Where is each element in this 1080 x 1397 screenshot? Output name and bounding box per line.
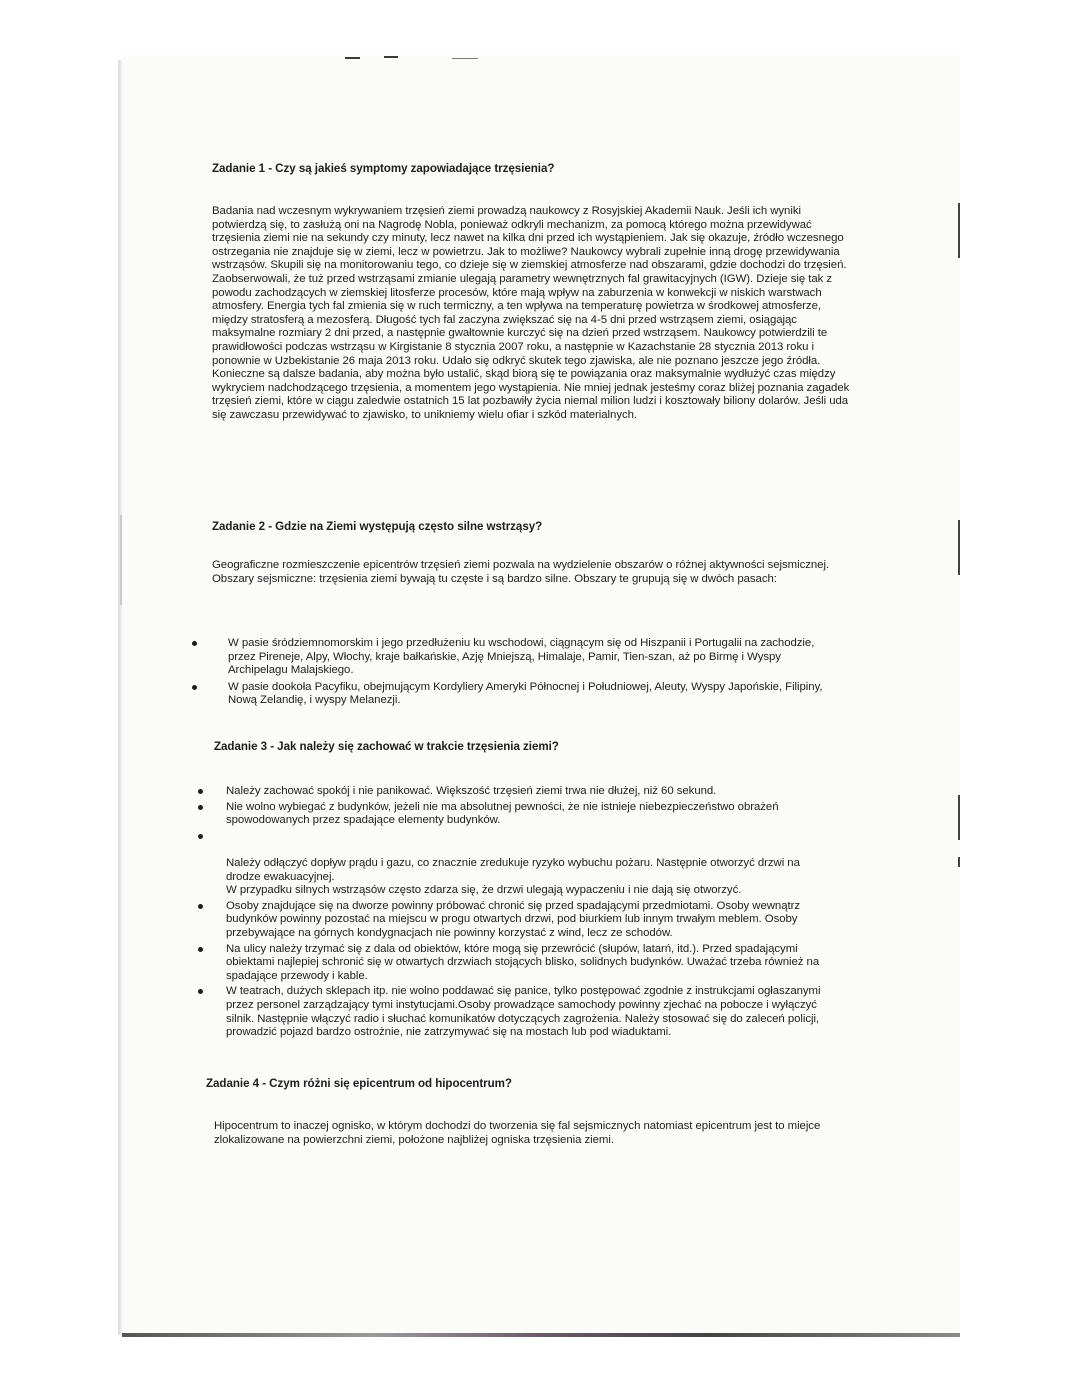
bullet-icon xyxy=(198,989,203,994)
list-item-text: Należy zachować spokój i nie panikować. Większość trzęsień ziemi trwa nie dłużej, niż 60 sekund. xyxy=(226,785,717,797)
list-item-text: Należy odłączyć dopływ prądu i gazu, co znacznie zredukuje ryzyko wybuchu pożaru. Następnie otworzyć drzwi na drodze ewakuacyjnej. W przypadku silnych wstrząsów często zdarza się, że drzwi ulegają wypaczeniu i nie dają się otworzyć. xyxy=(226,856,800,897)
section-2-heading: Zadanie 2 - Gdzie na Ziemi występują często silne wstrząsy? xyxy=(212,520,543,533)
bullet-icon xyxy=(198,834,203,839)
section-1-heading: Zadanie 1 - Czy są jakieś symptomy zapowiadające trzęsienia? xyxy=(212,162,555,175)
scan-artifact xyxy=(384,56,398,58)
scan-artifact xyxy=(958,857,960,867)
bullet-icon xyxy=(198,805,203,810)
scan-artifact xyxy=(345,57,360,59)
list-item-text: W teatrach, dużych sklepach itp. nie wolno poddawać się panice, tylko postępować zgodnie z instrukcjami ogłaszanymi przez personel zarządzający tymi instytucjami.Osoby prowadzące samochody powinny zjechać na pobocze i wyłączyć silnik. Następnie włączyć radio i słuchać komunikatów dotyczących zagrożenia. Należy stosować się do zaleceń policji, prowadzić pojazd bardzo ostrożnie, nie zatrzymywać się na mostach lub pod wiaduktami. xyxy=(226,985,821,1039)
bullet-icon xyxy=(198,789,203,794)
scan-artifact xyxy=(958,795,960,840)
list-item xyxy=(198,830,826,898)
section-4-paragraph: Hipocentrum to inaczej ognisko, w którym dochodzi do tworzenia się fal sejsmicznych natomiast epicentrum jest to miejce zlokalizowane na powierzchni ziemi, położone najbliżej ogniska trzęsienia ziemi. xyxy=(214,1120,821,1146)
page-bottom-edge xyxy=(122,1333,960,1337)
section-2-paragraph: Geograficzne rozmieszczenie epicentrów trzęsień ziemi pozwala na wydzielenie obszarów o różnej aktywności sejsmicznej. Obszary sejsmiczne: trzęsienia ziemi bywają tu częste i są bardzo silne. Obszary te grupują się w dwóch pasach: xyxy=(212,559,830,585)
scan-artifact xyxy=(958,520,960,575)
list-item xyxy=(198,801,826,828)
scan-artifact xyxy=(452,58,478,59)
scan-artifact xyxy=(958,203,960,258)
list-item-text: W pasie śródziemnomorskim i jego przedłużeniu ku wschodowi, ciągnącym się od Hiszpanii i Portugalii na zachodzie, przez Pireneje, Alpy, Włochy, kraje bałkańskie, Azję Mniejszą, Himalaje, Pamir, Tien-szan, aż po Birmę i Wyspy Archipelagu Malajskiego. xyxy=(228,637,815,677)
list-item xyxy=(192,637,832,678)
scan-artifact xyxy=(120,515,122,605)
list-item xyxy=(198,900,826,941)
bullet-icon xyxy=(192,641,197,646)
section-1-paragraph: Badania nad wczesnym wykrywaniem trzęsień ziemi prowadzą naukowcy z Rosyjskiej Akademii Nauk. Jeśli ich wyniki potwierdzą się, to zasłużą oni na Nagrodę Nobla, ponieważ odkryli mechanizm, za pomocą którego można przewidywać trzęsienia ziemi nie na sekundy czy minuty, lecz nawet na kilka dni przed ich wystąpieniem. Jak się okazuje, źródło wczesnego ostrzegania nie znajduje się w ziemi, lecz w powietrzu. Jak to możliwe? Naukowcy wybrali zupełnie inną drogę przewidywania wstrząsów. Skupili się na monitorowaniu tego, co dzieje się w ziemskiej atmosferze nad obszarami, gdzie dochodzi do trzęsień. Zaobserwowali, że tuż przed wstrząsami zmianie ulegają parametry wewnętrznych fal grawitacyjnych (IGW). Dzieje się tak z powodu zachodzących w ziemskiej litosferze procesów, które mają wpływ na zaburzenia w konwekcji w niskich warstwach atmosfery. Energia tych fal zmienia się w ruch termiczny, a ten wpływa na temperaturę powietrza w środkowej atmosferze, między stratosferą a mezosferą. Długość tych fal zaczyna zwiększać się na 4-5 dni przed wstrząsem ziemi, osiągając maksymalne rozmiary 2 dni przed, a następnie gwałtownie kurczyć się na dzień przed wstrząsem. Naukowcy potwierdzili te prawidłowości podczas wstrząsu w Kirgistanie 8 stycznia 2007 roku, a następnie w Kazachstanie 28 stycznia 2013 roku i ponownie w Uzbekistanie 26 maja 2013 roku. Udało się odkryć skutek tego zjawiska, ale nie poznano jeszcze jego źródła. Konieczne są dalsze badania, aby można było ustalić, skąd biorą się te powiązania oraz maksymalnie wydłużyć czas między wykryciem nadchodzącego trzęsienia, a momentem jego wystąpienia. Nie mniej jednak jesteśmy coraz bliżej poznania zagadek trzęsień ziemi, które w ciągu zaledwie ostatnich 15 lat pozbawiły życia niemal milion ludzi i kosztowały biliony dolarów. Jeśli uda się zawczasu przewidywać to zjawisko, to unikniemy wielu ofiar i szkód materialnych. xyxy=(212,205,850,421)
bullet-icon xyxy=(198,904,203,909)
list-item xyxy=(198,785,826,799)
list-item-text: Osoby znajdujące się na dworze powinny próbować chronić się przed spadającymi przedmiotami. Osoby wewnątrz budynków powinny pozostać na miejscu w progu otwartych drzwi, pod biurkiem lub innym trwałym meblem. Osoby przebywające na górnych kondygnacjach nie powinny korzystać z wind, lecz ze schodów. xyxy=(226,899,800,939)
list-item-text: W pasie dookoła Pacyfiku, obejmującym Kordyliery Ameryki Północnej i Południowej, Aleuty, Wyspy Japońskie, Filipiny, Nową Zelandię, i wyspy Melanezji. xyxy=(228,680,823,707)
bullet-icon xyxy=(192,685,197,690)
list-item-text: Nie wolno wybiegać z budynków, jeżeli nie ma absolutnej pewności, że nie istnieje niebezpieczeństwo obrażeń spowodowanych przez spadające elementy budynków. xyxy=(226,800,779,827)
list-item xyxy=(192,681,832,708)
section-3-heading: Zadanie 3 - Jak należy się zachować w trakcie trzęsienia ziemi? xyxy=(214,740,559,753)
section-2-list xyxy=(192,637,832,711)
list-item xyxy=(198,943,826,984)
page-left-edge xyxy=(118,60,122,1335)
list-item-text: Na ulicy należy trzymać się z dala od obiektów, które mogą się przewrócić (słupów, latarń, itd.). Przed spadającymi obiektami najlepiej schronić się w otwartych drzwiach stojących blisko, solidnych budynków. Uważać trzeba również na spadające przewody i kable. xyxy=(226,942,820,982)
list-item xyxy=(198,985,826,1039)
section-3-list xyxy=(198,785,826,1042)
bullet-icon xyxy=(198,947,203,952)
section-4-heading: Zadanie 4 - Czym różni się epicentrum od hipocentrum? xyxy=(206,1077,512,1090)
